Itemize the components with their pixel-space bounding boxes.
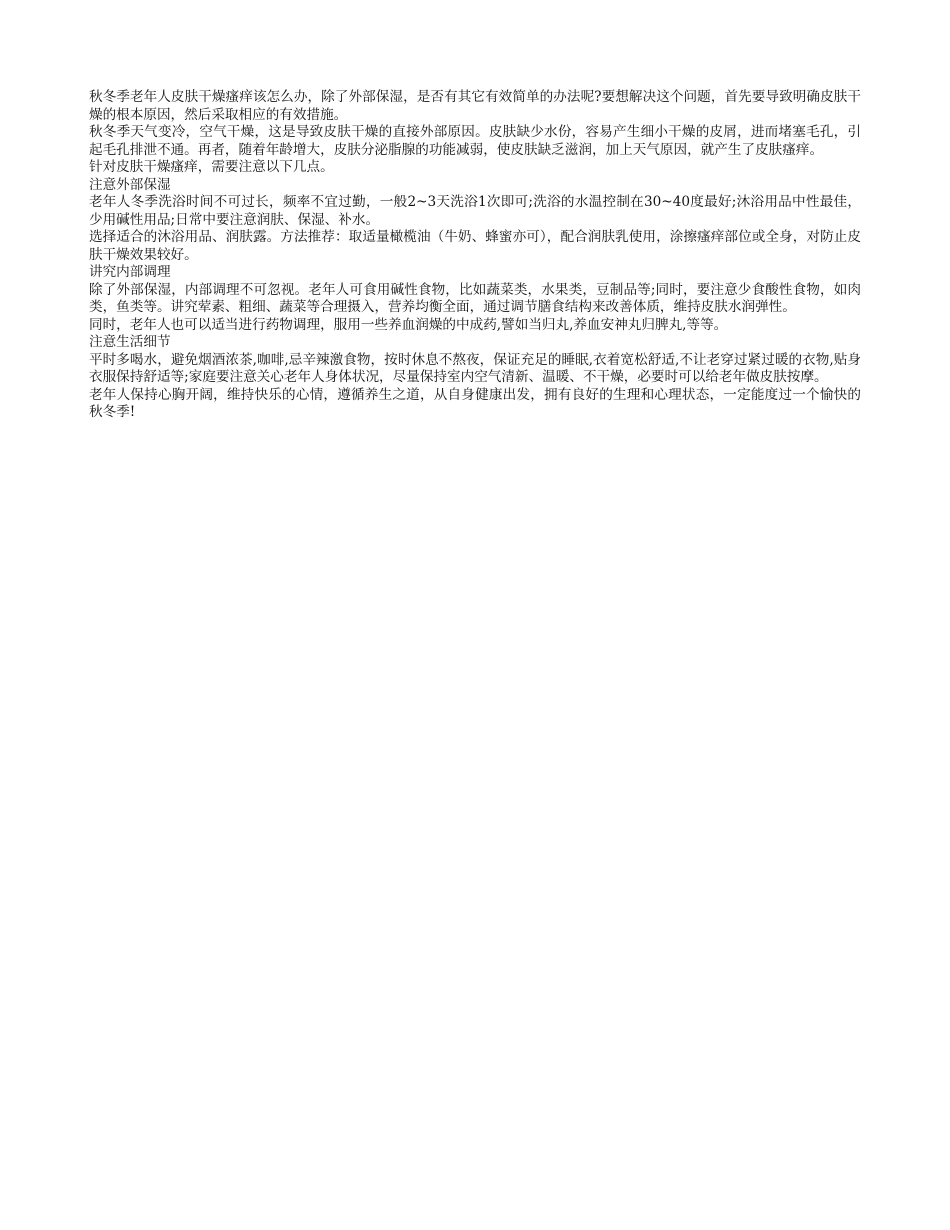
intro-paragraph: 秋冬季老年人皮肤干燥瘙痒该怎么办，除了外部保湿，是否有其它有效简单的办法呢?要想解决这个问题，首先要导致明确皮肤干燥的根本原因，然后采取相应的有效措施。 xyxy=(89,89,861,123)
document-body xyxy=(89,89,861,422)
section-heading-external-moisture: 注意外部保湿 xyxy=(89,176,171,193)
cause-paragraph: 秋冬季天气变冷，空气干燥，这是导致皮肤干燥的直接外部原因。皮肤缺少水份，容易产生细小干燥的皮屑，进而堵塞毛孔，引起毛孔排泄不通。再者，随着年龄增大，皮肤分泌脂腺的功能减弱，使皮肤缺乏滋润，加上天气原因，就产生了皮肤瘙痒。 xyxy=(89,124,861,158)
tips-intro-paragraph: 针对皮肤干燥瘙痒，需要注意以下几点。 xyxy=(89,159,334,175)
bathing-paragraph: 老年人冬季洗浴时间不可过长，频率不宜过勤，一般2~3天洗浴1次即可;洗浴的水温控制在30~40度最好;沐浴用品中性最佳，少用碱性用品;日常中要注意润肤、保湿、补水。 xyxy=(89,194,861,228)
diet-paragraph: 除了外部保湿，内部调理不可忽视。老年人可食用碱性食物，比如蔬菜类，水果类，豆制品等;同时，要注意少食酸性食物，如肉类，鱼类等。讲究荤素、粗细、蔬菜等合理摄入，营养均衡全面，通过调节膳食结构来改善体质，维持皮肤水润弹性。 xyxy=(89,281,861,315)
medicine-paragraph: 同时，老年人也可以适当进行药物调理，服用一些养血润燥的中成药,譬如当归丸,养血安神丸归脾丸,等等。 xyxy=(89,316,728,333)
section-heading-internal-care: 讲究内部调理 xyxy=(89,264,171,280)
section-heading-daily-details: 注意生活细节 xyxy=(89,334,171,350)
lifestyle-paragraph: 平时多喝水，避免烟酒浓茶,咖啡,忌辛辣激食物，按时休息不熬夜，保证充足的睡眠,衣着宽松舒适,不让老穿过紧过暖的衣物,贴身衣服保持舒适等;家庭要注意关心老年人身体状况，尽量保持室内空气清新、温暖、不干燥，必要时可以给老年做皮肤按摩。 xyxy=(89,351,861,385)
closing-paragraph: 老年人保持心胸开阔，维持快乐的心情，遵循养生之道，从自身健康出发，拥有良好的生理和心理状态，一定能度过一个愉快的秋冬季! xyxy=(89,386,861,420)
products-paragraph: 选择适合的沐浴用品、润肤露。方法推荐：取适量橄榄油（牛奶、蜂蜜亦可），配合润肤乳使用，涂擦瘙痒部位或全身，对防止皮肤干燥效果较好。 xyxy=(89,229,861,263)
